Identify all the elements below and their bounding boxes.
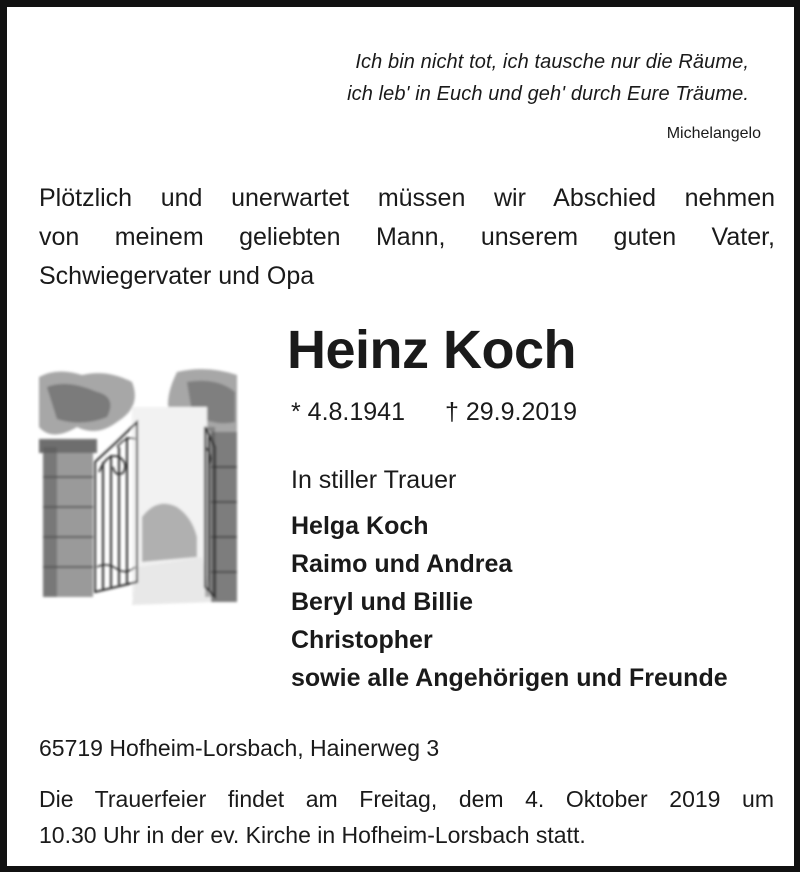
mourners-list xyxy=(291,507,728,697)
intro-text xyxy=(39,179,775,296)
birth-date: * 4.8.1941 xyxy=(291,398,405,426)
mourner-name: Helga Koch xyxy=(291,512,429,540)
quote-line-1: Ich bin nicht tot, ich tausche nur die Räume, xyxy=(355,51,749,73)
mourner-name: sowie alle Angehörigen und Freunde xyxy=(291,664,728,692)
mourning-heading: In stiller Trauer xyxy=(291,466,457,494)
quote-line-2: ich leb' in Euch und geh' durch Eure Träume. xyxy=(347,83,749,105)
service-info xyxy=(39,781,774,853)
deceased-name: Heinz Koch xyxy=(287,320,577,380)
mourner-name: Raimo und Andrea xyxy=(291,550,513,578)
quote-author: Michelangelo xyxy=(666,125,761,142)
intro-line-1: Plötzlich und unerwartet müssen wir Abschied nehmen xyxy=(39,184,775,212)
address: 65719 Hofheim-Lorsbach, Hainerweg 3 xyxy=(39,735,440,761)
service-line-2: 10.30 Uhr in der ev. Kirche in Hofheim-Lorsbach statt. xyxy=(39,822,586,848)
intro-line-2: von meinem geliebten Mann, unserem guten Vater, xyxy=(39,223,775,251)
death-date: † 29.9.2019 xyxy=(445,398,578,426)
life-dates xyxy=(291,398,577,427)
mourner-name: Beryl und Billie xyxy=(291,588,473,616)
mourner-name: Christopher xyxy=(291,626,433,654)
garden-gate-illustration-icon xyxy=(37,367,239,607)
service-line-1: Die Trauerfeier findet am Freitag, dem 4. Oktober 2019 um xyxy=(39,786,774,812)
intro-line-3: Schwiegervater und Opa xyxy=(39,262,315,290)
